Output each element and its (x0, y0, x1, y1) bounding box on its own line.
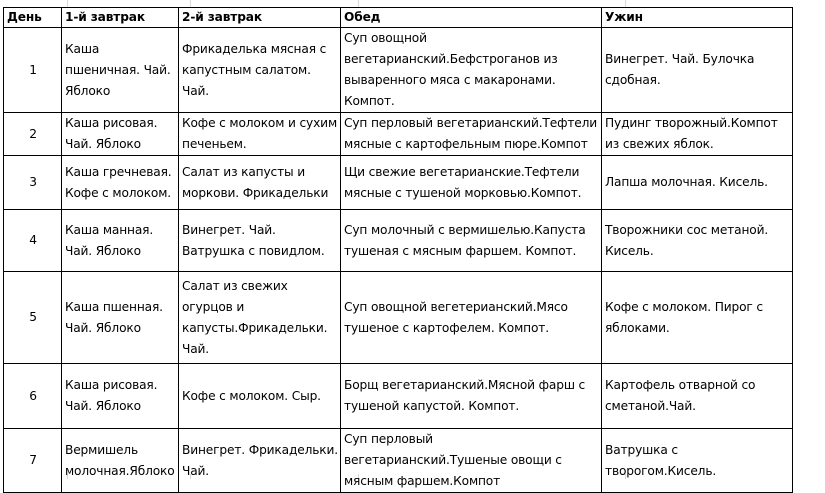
cell-day[interactable]: 6 (4, 364, 62, 429)
cell-breakfast-1[interactable]: Каша рисовая. Чай. Яблоко (62, 113, 179, 156)
header-dinner[interactable]: Ужин (602, 8, 793, 28)
cell-breakfast-2[interactable]: Салат из капусты и моркови. Фрикадельки (179, 156, 341, 210)
header-breakfast-1[interactable]: 1-й завтрак (62, 8, 179, 28)
cell-lunch[interactable]: Суп молочный с вермишелью.Капуста тушеная с мясным фаршем. Компот. (341, 210, 602, 272)
cell-dinner[interactable]: Картофель отварной со сметаной.Чай. (602, 364, 793, 429)
cell-day[interactable]: 4 (4, 210, 62, 272)
sheet-gridline (190, 0, 191, 7)
cell-breakfast-2[interactable]: Винегрет. Фрикадельки. Чай. (179, 429, 341, 493)
header-breakfast-2[interactable]: 2-й завтрак (179, 8, 341, 28)
cell-breakfast-2[interactable]: Кофе с молоком и сухим печеньем. (179, 113, 341, 156)
cell-dinner[interactable]: Лапша молочная. Кисель. (602, 156, 793, 210)
cell-breakfast-2[interactable]: Салат из свежих огурцов и капусты.Фрикадельки. Чай. (179, 272, 341, 364)
cell-breakfast-1[interactable]: Каша рисовая. Чай. Яблоко (62, 364, 179, 429)
cell-breakfast-2[interactable]: Фрикаделька мясная с капустным салатом. Чай. (179, 28, 341, 113)
cell-dinner[interactable]: Винегрет. Чай. Булочка сдобная. (602, 28, 793, 113)
cell-dinner[interactable]: Пудинг творожный.Компот из свежих яблок. (602, 113, 793, 156)
table-row (4, 272, 793, 364)
table-row (4, 364, 793, 429)
table-row (4, 28, 793, 113)
cell-lunch[interactable]: Суп овощной вегетерианский.Мясо тушеное с картофелем. Компот. (341, 272, 602, 364)
header-lunch[interactable]: Обед (341, 8, 602, 28)
cell-lunch[interactable]: Борщ вегетарианский.Мясной фарш с тушеной капустой. Компот. (341, 364, 602, 429)
cell-breakfast-1[interactable]: Вермишель молочная.Яблоко (62, 429, 179, 493)
cell-day[interactable]: 7 (4, 429, 62, 493)
table-row (4, 429, 793, 493)
cell-dinner[interactable]: Ватрушка с творогом.Кисель. (602, 429, 793, 493)
sheet-gridline (625, 0, 626, 7)
cell-breakfast-1[interactable]: Каша манная. Чай. Яблоко (62, 210, 179, 272)
header-row (4, 8, 793, 28)
cell-breakfast-2[interactable]: Винегрет. Чай. Ватрушка с повидлом. (179, 210, 341, 272)
table-row (4, 113, 793, 156)
sheet-gridline (67, 0, 68, 7)
weekly-menu-table (3, 7, 793, 493)
cell-lunch[interactable]: Суп овощной вегетарианский.Бефстроганов из вываренного мяса с макаронами. Компот. (341, 28, 602, 113)
table-row (4, 156, 793, 210)
cell-day[interactable]: 2 (4, 113, 62, 156)
cell-breakfast-1[interactable]: Каша пшенная. Чай. Яблоко (62, 272, 179, 364)
cell-day[interactable]: 5 (4, 272, 62, 364)
cell-day[interactable]: 3 (4, 156, 62, 210)
cell-lunch[interactable]: Суп перловый вегетарианский.Тушеные овощи с мясным фаршем.Компот (341, 429, 602, 493)
sheet-gridline (358, 0, 359, 7)
cell-lunch[interactable]: Щи свежие вегетарианские.Тефтели мясные с тушеной морковью.Компот. (341, 156, 602, 210)
table-row (4, 210, 793, 272)
cell-dinner[interactable]: Кофе с молоком. Пирог с яблоками. (602, 272, 793, 364)
cell-dinner[interactable]: Творожники сос метаной. Кисель. (602, 210, 793, 272)
cell-lunch[interactable]: Суп перловый вегетарианский.Тефтели мясные с картофельным пюре.Компот (341, 113, 602, 156)
cell-breakfast-2[interactable]: Кофе с молоком. Сыр. (179, 364, 341, 429)
cell-breakfast-1[interactable]: Каша гречневая. Кофе с молоком. (62, 156, 179, 210)
header-day[interactable]: День (4, 8, 62, 28)
cell-breakfast-1[interactable]: Каша пшеничная. Чай. Яблоко (62, 28, 179, 113)
cell-day[interactable]: 1 (4, 28, 62, 113)
